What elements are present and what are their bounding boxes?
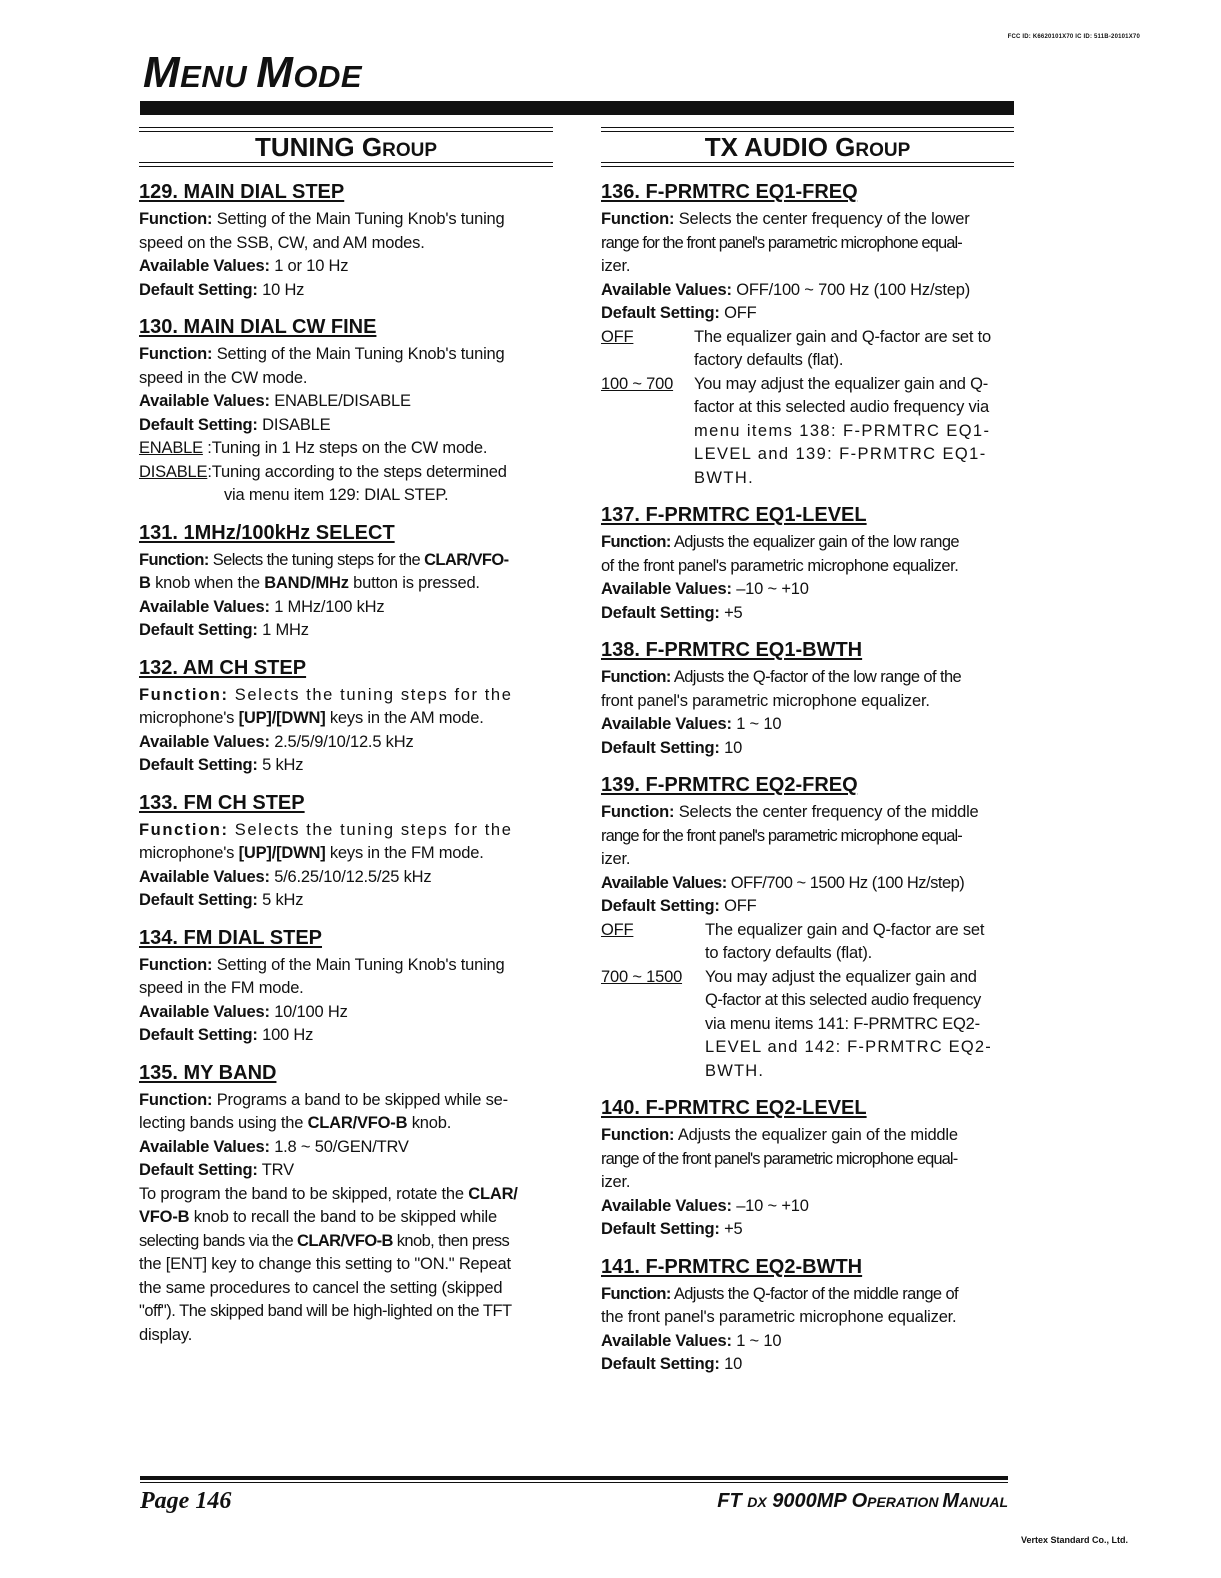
entry-line (139, 731, 553, 755)
line-value: ENABLE/DISABLE (269, 392, 411, 410)
menu-item-137 (601, 503, 1014, 625)
line-value: Adjusts the equalizer gain of the middle (674, 1126, 958, 1144)
option-row (601, 966, 1014, 990)
menu-item-135 (139, 1061, 553, 1348)
line-key: Default Setting: (139, 621, 258, 639)
line-value: DISABLE (257, 415, 331, 434)
entry-line (139, 1024, 553, 1048)
line-key: Default Setting: (601, 304, 720, 322)
option-continuation: LEVEL and 142: F-PRMTRC EQ2- (705, 1038, 992, 1056)
line-value: 5 kHz (257, 891, 304, 909)
option-row (601, 326, 1014, 350)
entry-line (601, 1124, 1014, 1148)
line-key: Function: (139, 1090, 213, 1109)
page-number: Page 146 (140, 1488, 232, 1514)
line-key: Function: (139, 210, 213, 228)
group-title-part: ROUP (855, 140, 911, 161)
line-key: Available Values: (601, 580, 732, 598)
line-value: +5 (719, 603, 743, 622)
option-continuation: via menu items 141: F-PRMTRC EQ2- (705, 1014, 980, 1033)
entry-line (139, 1001, 553, 1025)
line-key: Function: (139, 685, 229, 704)
entry-line (139, 572, 553, 596)
entry-line: izer. (601, 1173, 631, 1191)
menu-item-138 (601, 638, 1014, 760)
line-value: Selects the tuning steps for the (228, 685, 513, 704)
entry-heading-text: 139. F-PRMTRC EQ2-FREQ (601, 774, 858, 796)
entry-line (139, 1159, 553, 1183)
line-key: Default Setting: (139, 1026, 258, 1044)
manual-title (560, 1490, 1008, 1513)
line-value: 1 ~ 10 (731, 1331, 782, 1350)
line-value: Adjusts the equalizer gain of the low range (670, 533, 959, 551)
menu-item-131 (139, 521, 553, 643)
entry-line: izer. (601, 257, 631, 275)
fcc-id: FCC ID: K6620101X70 IC ID: 511B-20101X70 (1007, 34, 1140, 40)
menu-item-140 (601, 1096, 1014, 1242)
group-title-part: ROUP (382, 140, 438, 161)
line-key: Available Values: (139, 597, 270, 616)
entry-heading (139, 926, 553, 951)
line-key: Available Values: (601, 1196, 732, 1215)
group-title (139, 132, 553, 166)
title-part: M (143, 48, 181, 97)
line-value: 1 ~ 10 (731, 715, 782, 733)
line-key: Available Values: (139, 867, 270, 886)
tx-audio-group-column (601, 124, 1014, 1377)
line-value: 10 Hz (257, 280, 305, 299)
entry-heading-text: 137. F-PRMTRC EQ1-LEVEL (601, 504, 867, 526)
entry-line (139, 461, 553, 485)
group-title-part: G (361, 132, 383, 162)
entry-line (139, 1089, 553, 1113)
entry-line (139, 754, 553, 778)
entry-heading (601, 1096, 1014, 1121)
line-value: knob. (407, 1114, 452, 1132)
line-value: microphone's (139, 844, 239, 862)
line-key: Default Setting: (601, 738, 720, 757)
line-value: knob, then press (392, 1231, 510, 1250)
line-key: Function: (139, 550, 209, 569)
option-term: OFF (601, 327, 634, 346)
entry-line (139, 619, 553, 643)
option-desc: :Tuning according to the steps determined (207, 462, 507, 481)
line-value: 5 kHz (257, 756, 304, 774)
line-value: Setting of the Main Tuning Knob's tuning (212, 210, 505, 228)
entry-line (601, 1195, 1014, 1219)
line-value: knob when the (150, 574, 265, 592)
line-key: B (139, 574, 151, 592)
group-heading (139, 127, 553, 167)
option-desc: You may adjust the equalizer gain and (705, 967, 977, 986)
option-desc: :Tuning in 1 Hz steps on the CW mode. (202, 439, 488, 457)
entry-line: the front panel's parametric microphone equalizer. (601, 1308, 957, 1326)
option-term: DISABLE (139, 462, 208, 481)
line-key: Default Setting: (601, 1220, 720, 1238)
entry-line: "off"). The skipped band will be high-lighted on the TFT (139, 1302, 512, 1320)
entry-heading (139, 1061, 553, 1086)
line-value: keys in the AM mode. (325, 709, 484, 727)
line-key: Function: (139, 955, 213, 974)
line-key: [UP]/[DWN] (238, 709, 326, 727)
entry-line (139, 954, 553, 978)
option-desc: The equalizer gain and Q-factor are set to (694, 327, 992, 346)
entry-heading-text: 133. FM CH STEP (139, 791, 305, 814)
entry-line: of the front panel's parametric microphone equalizer. (601, 556, 959, 575)
group-title-part: TX AUDIO (704, 132, 836, 162)
entry-line (601, 1353, 1014, 1377)
menu-item-129 (139, 180, 553, 302)
line-key: Available Values: (601, 715, 732, 733)
group-heading (601, 127, 1014, 167)
line-value: Selects the center frequency of the lower (674, 210, 970, 228)
group-title (601, 132, 1014, 166)
option-continuation: factor at this selected audio frequency via (694, 398, 989, 416)
line-key: CLAR/VFO-B (307, 1114, 408, 1132)
line-key: Available Values: (139, 732, 270, 751)
line-value: lecting bands using the (139, 1114, 308, 1132)
line-key: CLAR/VFO-B (297, 1231, 393, 1250)
entry-heading (139, 791, 553, 816)
line-value: 1.8 ~ 50/GEN/TRV (269, 1137, 409, 1156)
entry-heading-text: 135. MY BAND (139, 1061, 277, 1084)
line-value: 2.5/5/9/10/12.5 kHz (269, 732, 414, 751)
title-part: M (256, 48, 294, 97)
line-key: Default Setting: (139, 756, 258, 774)
line-key: Function: (601, 1284, 671, 1303)
manual-title-part: FT (717, 1490, 748, 1512)
entry-heading (601, 180, 1014, 205)
line-value: OFF/100 ~ 700 Hz (100 Hz/step) (731, 280, 971, 299)
line-value: 10/100 Hz (269, 1002, 348, 1021)
entry-line (601, 578, 1014, 602)
line-value: –10 ~ +10 (731, 1196, 809, 1215)
line-value: selecting bands via the (139, 1231, 298, 1250)
group-title-part: G (835, 132, 856, 162)
vendor-name: Vertex Standard Co., Ltd. (1020, 1535, 1128, 1545)
line-value: –10 ~ +10 (731, 580, 809, 598)
line-value: knob to recall the band to be skipped while (189, 1208, 498, 1226)
entry-line (601, 895, 1014, 919)
line-value: Selects the center frequency of the middle (674, 803, 979, 821)
menu-item-130 (139, 315, 553, 508)
footer-rule (140, 1476, 1008, 1480)
entry-heading (601, 1255, 1014, 1280)
line-key: Default Setting: (139, 415, 258, 434)
entry-line (601, 1330, 1014, 1354)
line-key: Function: (601, 1126, 675, 1144)
line-key: Available Values: (601, 280, 732, 299)
entry-line (601, 279, 1014, 303)
entry-heading (601, 503, 1014, 528)
line-key: Function: (139, 345, 213, 363)
entry-line: speed in the FM mode. (139, 979, 304, 997)
group-title-part: TUNING (254, 132, 362, 162)
entry-line: front panel's parametric microphone equalizer. (601, 691, 930, 710)
entry-heading (601, 773, 1014, 798)
entry-heading-text: 129. MAIN DIAL STEP (139, 181, 345, 203)
line-key: Function: (601, 533, 671, 551)
line-value: 5/6.25/10/12.5/25 kHz (269, 867, 432, 886)
line-key: CLAR/VFO- (424, 550, 509, 569)
line-value: Setting of the Main Tuning Knob's tuning (212, 955, 505, 974)
line-key: Available Values: (139, 1002, 270, 1021)
line-key: CLAR/ (468, 1184, 518, 1203)
manual-title-part: ANUAL (959, 1494, 1008, 1510)
title-part: ODE (293, 59, 363, 94)
entry-line (139, 889, 553, 913)
option-continuation: BWTH. (694, 468, 755, 487)
entry-line (139, 819, 553, 843)
option-term: 700 ~ 1500 (601, 967, 683, 986)
line-key: Function: (139, 820, 229, 839)
line-value: 1 or 10 Hz (269, 257, 349, 275)
line-value: microphone's (139, 709, 239, 727)
line-key: Function: (601, 668, 671, 686)
line-value: button is pressed. (348, 574, 480, 592)
option-continuation: factory defaults (flat). (694, 351, 844, 369)
option-desc: You may adjust the equalizer gain and Q- (694, 374, 989, 393)
option-row (601, 373, 1014, 397)
line-key: Available Values: (139, 1137, 270, 1156)
title-part: ENU (180, 59, 257, 94)
line-value: OFF (719, 897, 757, 915)
line-value: +5 (719, 1220, 743, 1238)
entry-line (601, 531, 1014, 555)
entry-heading (139, 180, 553, 205)
entry-heading (139, 656, 553, 681)
manual-title-part: 9000MP (766, 1490, 852, 1512)
line-key: Available Values: (601, 1331, 732, 1350)
entry-line (139, 866, 553, 890)
option-term: OFF (601, 920, 634, 939)
entry-line: speed in the CW mode. (139, 368, 308, 387)
line-value: Selects the tuning steps for the (228, 820, 513, 839)
line-key: Function: (601, 210, 675, 228)
option-continuation: BWTH. (705, 1061, 765, 1080)
entry-heading-text: 138. F-PRMTRC EQ1-BWTH (601, 639, 863, 661)
line-value: 1 MHz/100 kHz (269, 597, 385, 616)
line-key: VFO-B (139, 1208, 190, 1226)
entry-line (139, 279, 553, 303)
line-value: keys in the FM mode. (325, 844, 484, 862)
line-value: Adjusts the Q-factor of the low range of the (670, 668, 962, 686)
entry-heading-text: 141. F-PRMTRC EQ2-BWTH (601, 1255, 863, 1278)
manual-title-part: M (942, 1490, 959, 1512)
entry-line (139, 390, 553, 414)
entry-heading-text: 130. MAIN DIAL CW FINE (139, 316, 377, 338)
entry-line (601, 801, 1014, 825)
entry-line (139, 842, 553, 866)
entry-line (139, 208, 553, 232)
line-value: OFF (719, 304, 757, 322)
line-key: Default Setting: (139, 280, 258, 299)
menu-item-136 (601, 180, 1014, 490)
entry-line (139, 1183, 553, 1207)
entry-line (139, 549, 553, 573)
menu-item-133 (139, 791, 553, 913)
entry-line (601, 208, 1014, 232)
menu-item-139 (601, 773, 1014, 1083)
option-continuation: LEVEL and 139: F-PRMTRC EQ1- (694, 445, 987, 463)
entry-heading-text: 134. FM DIAL STEP (139, 926, 323, 949)
entry-heading-text: 131. 1MHz/100kHz SELECT (139, 521, 395, 544)
entry-line (601, 1283, 1014, 1307)
line-key: Available Values: (139, 392, 270, 410)
menu-item-141 (601, 1255, 1014, 1377)
option-row (601, 919, 1014, 943)
entry-heading (601, 638, 1014, 663)
entry-line: range for the front panel's parametric microphone equal- (601, 233, 962, 252)
line-value: 10 (719, 1355, 743, 1373)
entry-line (139, 596, 553, 620)
entry-heading-text: 132. AM CH STEP (139, 656, 307, 679)
line-value: To program the band to be skipped, rotate the (139, 1184, 469, 1203)
entry-line: the [ENT] key to change this setting to "ON." Repeat (139, 1255, 511, 1273)
entry-line: izer. (601, 850, 631, 868)
option-continuation: menu items 138: F-PRMTRC EQ1- (694, 421, 991, 440)
entry-line (139, 1112, 553, 1136)
line-key: Available Values: (139, 257, 270, 275)
line-key: Default Setting: (601, 1355, 720, 1373)
line-key: Default Setting: (601, 897, 720, 915)
line-value: 100 Hz (257, 1026, 314, 1044)
option-continuation: Q-factor at this selected audio frequency (705, 991, 981, 1009)
line-value: Setting of the Main Tuning Knob's tuning (212, 345, 505, 363)
entry-line (601, 872, 1014, 896)
entry-line (601, 713, 1014, 737)
entry-heading (139, 521, 553, 546)
option-continuation: to factory defaults (flat). (705, 944, 873, 962)
entry-line (601, 1218, 1014, 1242)
line-value: Adjusts the Q-factor of the middle range of (670, 1284, 959, 1303)
entry-line (139, 707, 553, 731)
entry-line: speed on the SSB, CW, and AM modes. (139, 233, 425, 252)
entry-line (139, 437, 553, 461)
menu-item-134 (139, 926, 553, 1048)
line-key: [UP]/[DWN] (238, 844, 326, 862)
entry-line (139, 255, 553, 279)
entry-line (139, 1206, 553, 1230)
line-key: Default Setting: (139, 1161, 258, 1179)
line-key: Default Setting: (601, 603, 720, 622)
entry-line (601, 302, 1014, 326)
option-term: 100 ~ 700 (601, 374, 674, 393)
line-value: OFF/700 ~ 1500 Hz (100 Hz/step) (726, 873, 965, 892)
option-desc: The equalizer gain and Q-factor are set (705, 920, 985, 939)
entry-line: display. (139, 1325, 193, 1344)
title-bar (140, 101, 1014, 115)
page-title (143, 46, 362, 104)
entry-heading-text: 136. F-PRMTRC EQ1-FREQ (601, 181, 858, 203)
entry-line (601, 737, 1014, 761)
option-term: ENABLE (139, 439, 203, 457)
line-value: 1 MHz (257, 621, 309, 639)
line-value: 10 (719, 738, 743, 757)
menu-item-132 (139, 656, 553, 778)
line-key: Function: (601, 803, 675, 821)
manual-title-part: PERATION (867, 1494, 943, 1510)
entry-line (139, 1136, 553, 1160)
option-continuation: via menu item 129: DIAL STEP. (224, 486, 449, 504)
footer-rule-thin (140, 1482, 1008, 1483)
manual-title-part: DX (747, 1494, 767, 1510)
tuning-group-column (139, 124, 553, 1347)
entry-line (601, 602, 1014, 626)
entry-line (139, 684, 553, 708)
entry-line (139, 414, 553, 438)
line-value: TRV (257, 1161, 294, 1179)
entry-heading-text: 140. F-PRMTRC EQ2-LEVEL (601, 1097, 867, 1119)
line-value: Programs a band to be skipped while se- (212, 1090, 508, 1109)
line-value: Selects the tuning steps for the (208, 550, 425, 569)
entry-line (139, 343, 553, 367)
line-key: Default Setting: (139, 891, 258, 909)
entry-line (601, 666, 1014, 690)
entry-line: range for the front panel's parametric microphone equal- (601, 826, 962, 845)
entry-line (139, 1230, 553, 1254)
entry-line: the same procedures to cancel the setting (skipped (139, 1278, 503, 1297)
line-key: Available Values: (601, 873, 727, 892)
manual-title-part: O (851, 1490, 868, 1512)
entry-heading (139, 315, 553, 340)
entry-line: range of the front panel's parametric microphone equal- (601, 1149, 958, 1168)
line-key: BAND/MHz (264, 574, 349, 592)
